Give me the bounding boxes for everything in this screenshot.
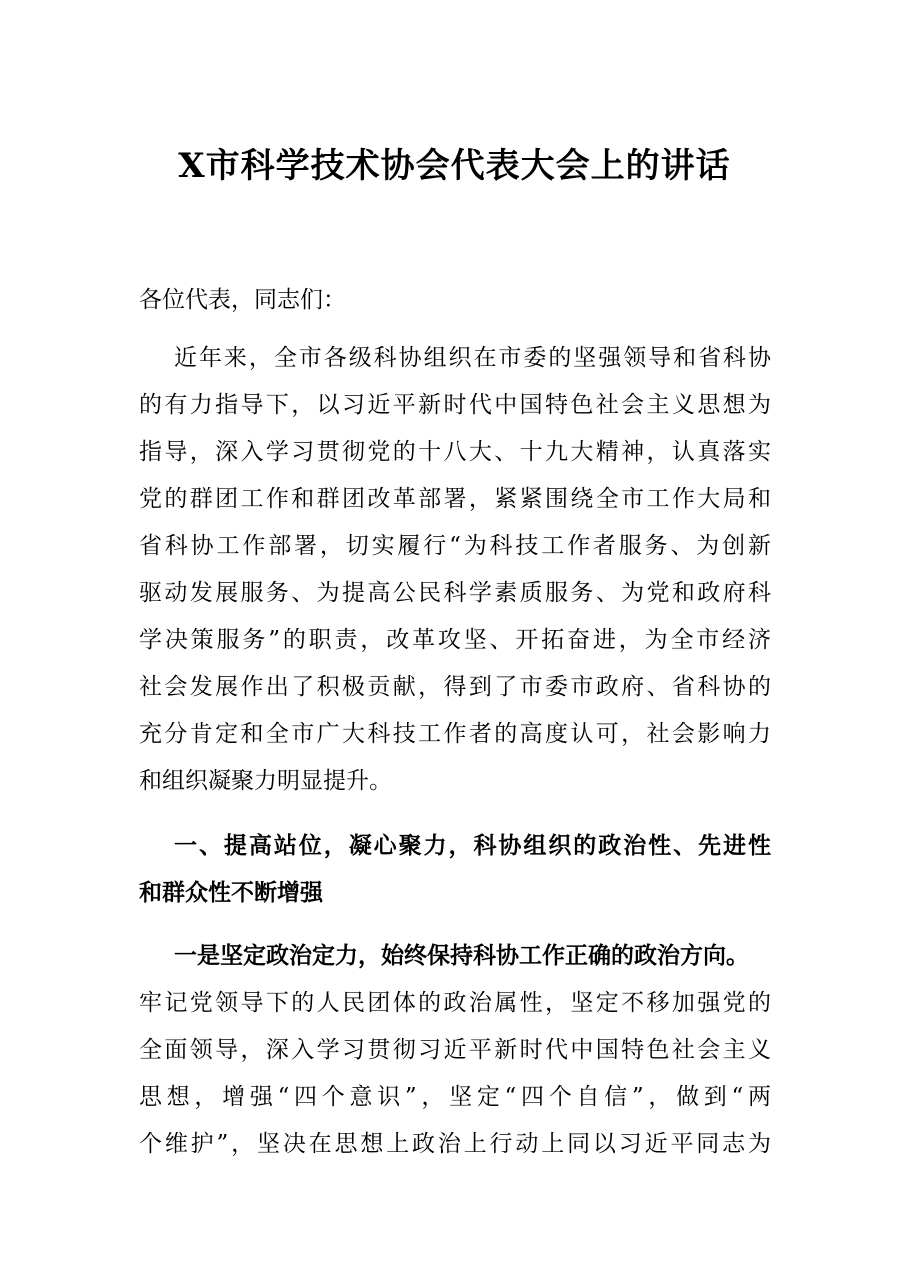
intro-line: 省科协工作部署，切实履行“为科技工作者服务、为创新 [139,533,771,559]
intro-line: 驱动发展服务、为提高公民科学素质服务、为党和政府科 [139,580,771,606]
intro-line: 党的群团工作和群团改革部署，紧紧围绕全市工作大局和 [139,486,771,512]
section-heading-line: 和群众性不断增强 [139,880,323,906]
intro-line: 社会发展作出了积极贡献，得到了市委市政府、省科协的 [139,674,771,700]
intro-line: 的有力指导下，以习近平新时代中国特色社会主义思想为 [139,392,771,418]
point-line: 思想，增强“四个意识”，坚定“四个自信”，做到“两 [139,1084,771,1110]
salutation: 各位代表，同志们： [139,287,346,313]
intro-line: 和组织凝聚力明显提升。 [139,768,392,794]
point-line: 个维护”，坚决在思想上政治上行动上同以习近平同志为 [139,1131,771,1157]
point-line: 全面领导，深入学习贯彻习近平新时代中国特色社会主义 [139,1037,771,1063]
intro-line: 指导，深入学习贯彻党的十八大、十九大精神，认真落实 [139,439,771,465]
point-heading: 一是坚定政治定力，始终保持科协工作正确的政治方向。 [174,943,749,969]
intro-line: 近年来，全市各级科协组织在市委的坚强领导和省科协 [174,345,771,371]
point-line: 牢记党领导下的人民团体的政治属性，坚定不移加强党的 [139,990,771,1016]
section-heading-line: 一、提高站位，凝心聚力，科协组织的政治性、先进性 [174,833,771,859]
intro-line: 学决策服务”的职责，改革攻坚、开拓奋进，为全市经济 [139,627,771,653]
intro-line: 充分肯定和全市广大科技工作者的高度认可，社会影响力 [139,721,771,747]
document-title: X市科学技术协会代表大会上的讲话 [178,146,731,186]
